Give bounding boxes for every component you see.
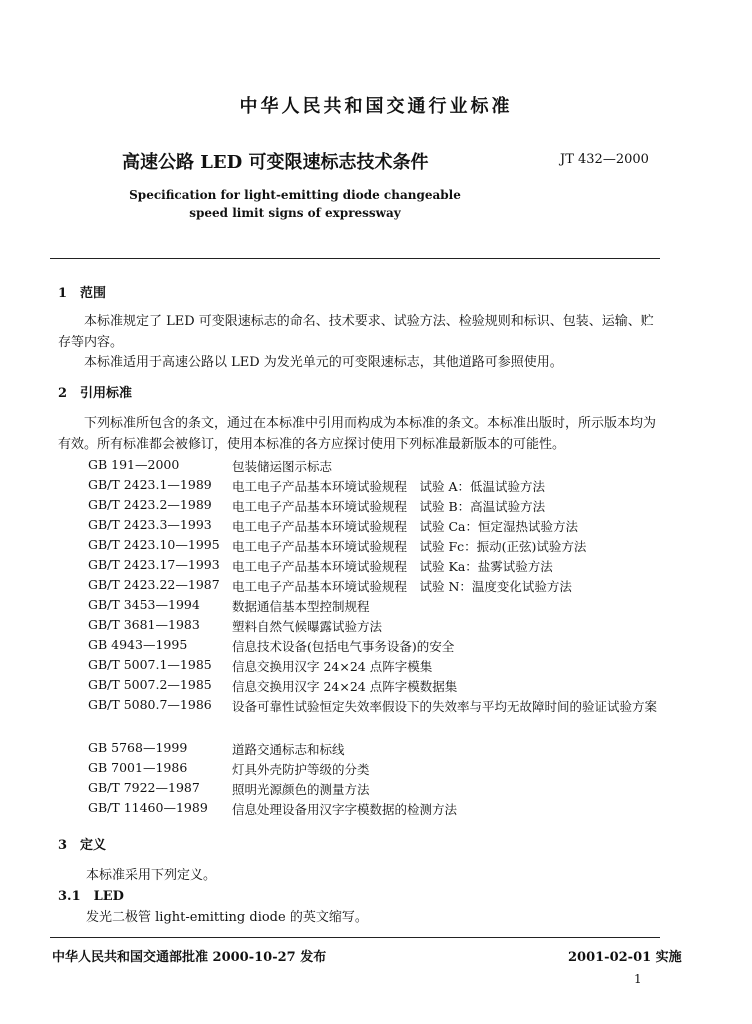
standard-number: JT 432—2000 xyxy=(560,152,649,167)
org-title: 中华人民共和国交通行业标准 xyxy=(239,96,513,117)
section-3-1-paragraph: 发光二极管 light-emitting diode 的英文缩写。 xyxy=(86,910,368,925)
reference-code: GB 7001—1986 xyxy=(88,760,188,775)
section-3-heading: 3 定义 xyxy=(58,838,107,853)
document-title: 高速公路 LED 可变限速标志技术条件 xyxy=(122,152,429,173)
reference-code: GB/T 2423.22—1987 xyxy=(88,577,220,592)
reference-title: 信息处理设备用汉字字模数据的检测方法 xyxy=(232,802,458,817)
section-1-paragraph-2: 本标准适用于高速公路以 LED 为发光单元的可变限速标志，其他道路可参照使用。 xyxy=(84,355,563,370)
section-3-1-heading: 3.1 LED xyxy=(58,889,124,904)
reference-title: 信息交换用汉字 24×24 点阵字模集 xyxy=(232,659,433,674)
implementation-date: 2001-02-01 实施 xyxy=(568,950,682,965)
reference-row xyxy=(88,477,663,497)
reference-code: GB 5768—1999 xyxy=(88,740,188,755)
reference-title: 电工电子产品基本环境试验规程 试验 B：高温试验方法 xyxy=(232,499,546,514)
reference-title: 道路交通标志和标线 xyxy=(232,742,345,757)
reference-title: 电工电子产品基本环境试验规程 试验 Fc：振动(正弦)试验方法 xyxy=(232,539,587,554)
english-title-line-1: Specification for light-emitting diode changeable xyxy=(129,188,461,202)
reference-row xyxy=(88,697,663,737)
page-number: 1 xyxy=(634,972,642,986)
reference-row xyxy=(88,557,663,577)
reference-title: 数据通信基本型控制规程 xyxy=(232,599,370,614)
reference-code: GB/T 11460—1989 xyxy=(88,800,208,815)
reference-row xyxy=(88,537,663,557)
section-2-heading: 2 引用标准 xyxy=(58,386,133,401)
reference-code: GB/T 3453—1994 xyxy=(88,597,200,612)
reference-row xyxy=(88,457,663,477)
reference-title: 信息技术设备(包括电气事务设备)的安全 xyxy=(232,639,455,654)
reference-row xyxy=(88,677,663,697)
section-1-paragraph-1: 本标准规定了 LED 可变限速标志的命名、技术要求、试验方法、检验规则和标识、包装、运输、贮存等内容。 xyxy=(58,314,654,350)
reference-row xyxy=(88,740,663,760)
reference-code: GB/T 2423.17—1993 xyxy=(88,557,220,572)
reference-row xyxy=(88,657,663,677)
reference-code: GB/T 5007.1—1985 xyxy=(88,657,212,672)
reference-title: 包装储运图示标志 xyxy=(232,459,333,474)
reference-row xyxy=(88,497,663,517)
english-title-line-2: speed limit signs of expressway xyxy=(189,206,401,220)
reference-title: 电工电子产品基本环境试验规程 试验 Ca：恒定湿热试验方法 xyxy=(232,519,578,534)
reference-code: GB/T 7922—1987 xyxy=(88,780,200,795)
reference-title: 电工电子产品基本环境试验规程 试验 A：低温试验方法 xyxy=(232,479,546,494)
reference-row xyxy=(88,617,663,637)
reference-title: 灯具外壳防护等级的分类 xyxy=(232,762,370,777)
reference-row xyxy=(88,597,663,617)
section-3-paragraph-1: 本标准采用下列定义。 xyxy=(86,868,217,883)
reference-code: GB/T 2423.1—1989 xyxy=(88,477,212,492)
reference-code: GB 4943—1995 xyxy=(88,637,188,652)
reference-code: GB/T 2423.3—1993 xyxy=(88,517,212,532)
top-divider xyxy=(50,258,660,259)
reference-title: 塑料自然气候曝露试验方法 xyxy=(232,619,383,634)
reference-code: GB/T 2423.2—1989 xyxy=(88,497,212,512)
bottom-divider xyxy=(50,937,660,938)
reference-title: 照明光源颜色的测量方法 xyxy=(232,782,370,797)
reference-row xyxy=(88,800,663,820)
approval-date: 中华人民共和国交通部批准 2000-10-27 发布 xyxy=(52,950,327,965)
reference-row xyxy=(88,637,663,657)
reference-row xyxy=(88,577,663,597)
reference-title: 设备可靠性试验恒定失效率假设下的失效率与平均无故障时间的验证试验方案 xyxy=(232,699,658,714)
reference-title: 电工电子产品基本环境试验规程 试验 Ka：盐雾试验方法 xyxy=(232,559,553,574)
reference-code: GB 191—2000 xyxy=(88,457,180,472)
section-2-paragraph-1: 下列标准所包含的条文，通过在本标准中引用而构成为本标准的条文。本标准出版时，所示版本均为有效。所有标准都会被修订，使用本标准的各方应探讨使用下列标准最新版本的可能性。 xyxy=(58,416,657,452)
section-1-heading: 1 范围 xyxy=(58,286,107,301)
reference-code: GB/T 3681—1983 xyxy=(88,617,200,632)
reference-title: 电工电子产品基本环境试验规程 试验 N：温度变化试验方法 xyxy=(232,579,572,594)
reference-row xyxy=(88,780,663,800)
reference-title: 信息交换用汉字 24×24 点阵字模数据集 xyxy=(232,679,458,694)
reference-code: GB/T 2423.10—1995 xyxy=(88,537,220,552)
reference-row xyxy=(88,517,663,537)
reference-code: GB/T 5080.7—1986 xyxy=(88,697,212,712)
reference-row xyxy=(88,760,663,780)
reference-code: GB/T 5007.2—1985 xyxy=(88,677,212,692)
